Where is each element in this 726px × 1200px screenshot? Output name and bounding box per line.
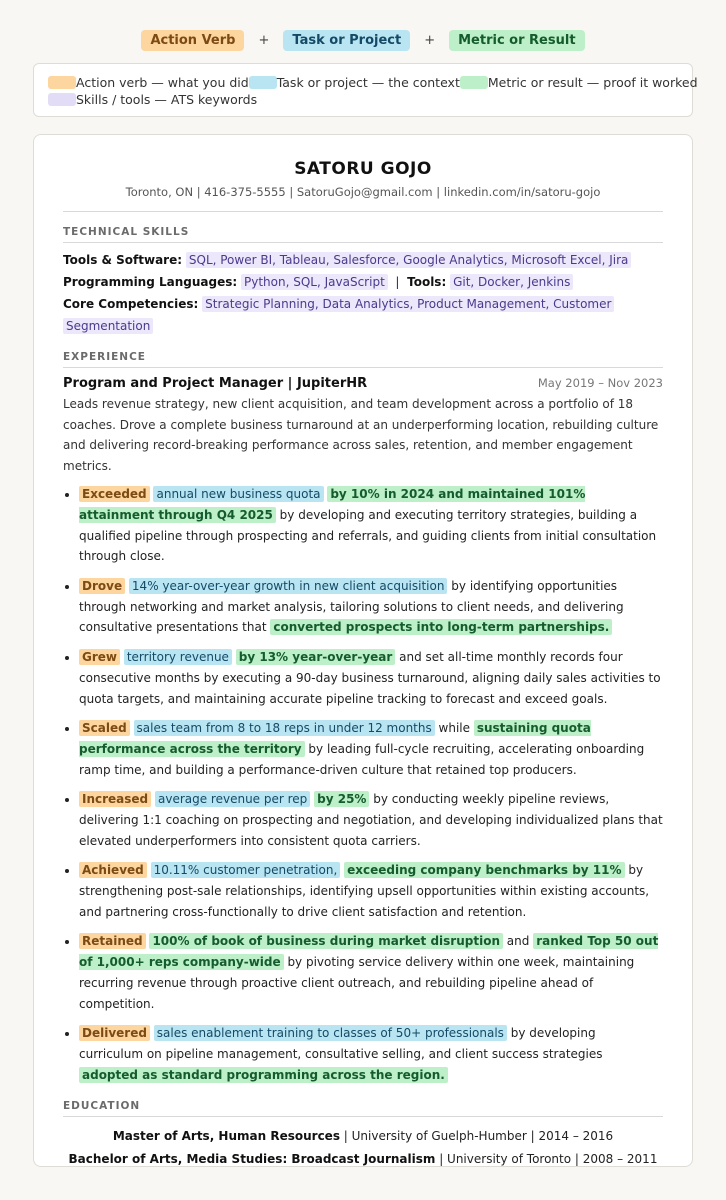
bullet-item (79, 789, 663, 851)
action-verb: Drove (79, 578, 125, 594)
action-verb: Increased (79, 791, 151, 807)
metric-result: by 25% (314, 791, 369, 807)
bullet-text: by pivoting service delivery within one week, maintaining recurring revenue through proactive client outreach, and rebuilding pipeline ahead of competition. (79, 955, 635, 1011)
job-header (63, 376, 663, 391)
metric-result: by 13% year-over-year (236, 649, 396, 665)
section-title-education: EDUCATION (63, 1100, 663, 1117)
education-degree: Master of Arts, Human Resources (112, 1128, 340, 1143)
verb-swatch (48, 76, 76, 89)
job-summary: Leads revenue strategy, new client acquisition, and team development across a portfolio of 18 coaches. Drove a complete business turnaround at an underperforming location, rebuilding culture and delivering record-breaking performance across sales, retention, and member engagement metrics. (63, 397, 659, 473)
bullet-item (79, 931, 663, 1014)
education-item (63, 1125, 663, 1148)
skills-keywords: Python, SQL, JavaScript (241, 274, 388, 290)
resume-name: SATORU GOJO (294, 159, 432, 179)
skills-label: Tools & Software: (63, 253, 183, 267)
bullet-item (79, 860, 663, 922)
action-verb: Achieved (79, 862, 147, 878)
bullet-text: by leading full-cycle recruiting, accelerating onboarding ramp time, and building a performance-driven culture that retained top producers. (79, 741, 645, 777)
bullet-text: and set all-time monthly records four consecutive months by executing a 90-day business turnaround, aligning daily sales activities to quota targets, and maintaining accurate pipeline tracking to forecast and exceed goals. (79, 649, 661, 706)
skills-label: Core Competencies: (63, 297, 199, 311)
skills-label: Programming Languages: (63, 275, 238, 289)
legend-item-metric (460, 74, 698, 91)
contact-line: Toronto, ON | 416-375-5555 | SatoruGojo@gmail.com | linkedin.com/in/satoru-gojo (125, 185, 601, 199)
skills-separator: | (395, 275, 400, 289)
bullet-item (79, 484, 663, 567)
bullet-text: and (502, 934, 534, 949)
task-project: 14% year-over-year growth in new client acquisition (129, 578, 448, 594)
task-swatch (249, 76, 277, 89)
bullet-item (79, 1023, 663, 1085)
bullet-text: by developing curriculum on pipeline management, consultative selling, and client success strategies (79, 1026, 603, 1061)
skills-row-core (63, 293, 663, 337)
metric-result: ranked Top 50 out of 1,000+ reps company-wide (79, 934, 659, 970)
legend-verb-label: Action verb — what you did (76, 75, 249, 90)
job-dates: May 2019 – Nov 2023 (537, 376, 663, 390)
skills-keywords: SQL, Power BI, Tableau, Salesforce, Google Analytics, Microsoft Excel, Jira (186, 252, 632, 268)
plus-sign: + (424, 33, 436, 48)
legend-row (48, 91, 678, 108)
action-verb: Grew (79, 649, 120, 665)
education-block (63, 1125, 663, 1171)
task-project: sales team from 8 to 18 reps in under 12 months (134, 720, 435, 736)
metric-result: by 10% in 2024 and maintained 101% attainment through Q4 2025 (79, 487, 586, 522)
action-verb-pill: Action Verb (141, 30, 244, 51)
skills-keywords: Git, Docker, Jenkins (450, 274, 573, 290)
bullet-item (79, 647, 663, 709)
task-project: 10.11% customer penetration, (151, 862, 341, 878)
bullet-text: by identifying opportunities through networking and market analysis, tailoring solutions to client needs, and delivering consultative presentations that (79, 578, 624, 635)
legend-metric-label: Metric or result — proof it worked (487, 75, 698, 90)
resume-card (33, 134, 693, 1167)
bullet-text: by developing and executing territory strategies, building a qualified pipeline through prospecting and referrals, and guiding clients from initial consultation through close. (79, 507, 657, 564)
section-title-experience: EXPERIENCE (63, 351, 663, 368)
bullet-text: while (434, 721, 474, 736)
education-detail: | University of Toronto | 2008 – 2011 (435, 1151, 658, 1166)
color-legend (33, 63, 698, 117)
bullet-text: by strengthening post-sale relationships, identifying upsell opportunities within existing accounts, and partnering cross-functionally to drive client satisfaction and retention. (79, 863, 650, 919)
task-project: sales enablement training to classes of 50+ professionals (154, 1025, 507, 1041)
section-title-skills: TECHNICAL SKILLS (63, 226, 663, 243)
action-verb: Exceeded (79, 486, 150, 502)
bullet-text: by conducting weekly pipeline reviews, delivering 1:1 coaching on prospecting and negotiation, and developing individualized plans that elevated underperformers into consistent quota carriers. (79, 792, 663, 848)
skills-keywords: Segmentation (63, 318, 153, 334)
legend-item-skill (48, 91, 257, 108)
metric-result-pill: Metric or Result (449, 30, 584, 51)
job-title: Program and Project Manager | JupiterHR (63, 376, 368, 391)
education-item (63, 1148, 663, 1171)
metric-result: sustaining quota performance across the territory (79, 721, 591, 756)
education-degree: Bachelor of Arts, Media Studies: Broadcast Journalism (68, 1151, 436, 1166)
divider (63, 211, 663, 212)
bullet-item (79, 576, 663, 638)
formula-header (0, 30, 726, 51)
legend-row (48, 74, 698, 91)
legend-item-verb (48, 74, 249, 91)
legend-skill-label: Skills / tools — ATS keywords (76, 92, 258, 107)
skills-row-programming (63, 271, 663, 293)
skill-swatch (48, 93, 76, 106)
task-project: average revenue per rep (155, 791, 310, 807)
metric-result: converted prospects into long-term partnerships. (270, 619, 612, 635)
legend-item-task (249, 74, 460, 91)
metric-result: exceeding company benchmarks by 11% (344, 862, 624, 878)
task-project-pill: Task or Project (283, 30, 410, 51)
education-detail: | University of Guelph-Humber | 2014 – 2016 (339, 1128, 614, 1143)
skills-row-tools (63, 249, 663, 271)
plus-sign: + (258, 33, 270, 48)
metric-result: adopted as standard programming across the region. (79, 1067, 448, 1083)
metric-result: 100% of book of business during market disruption (149, 933, 503, 949)
metric-swatch (460, 76, 488, 89)
action-verb: Delivered (79, 1025, 150, 1041)
task-project: territory revenue (124, 649, 232, 665)
action-verb: Retained (79, 933, 146, 949)
task-project: annual new business quota (153, 486, 323, 502)
bullet-item (79, 718, 663, 780)
skills-keywords: Strategic Planning, Data Analytics, Product Management, Customer (202, 296, 614, 312)
experience-bullets (63, 484, 663, 1086)
legend-task-label: Task or project — the context (276, 75, 460, 90)
action-verb: Scaled (79, 720, 130, 736)
skills-block (63, 249, 663, 337)
skills-label: Tools: (407, 275, 447, 289)
